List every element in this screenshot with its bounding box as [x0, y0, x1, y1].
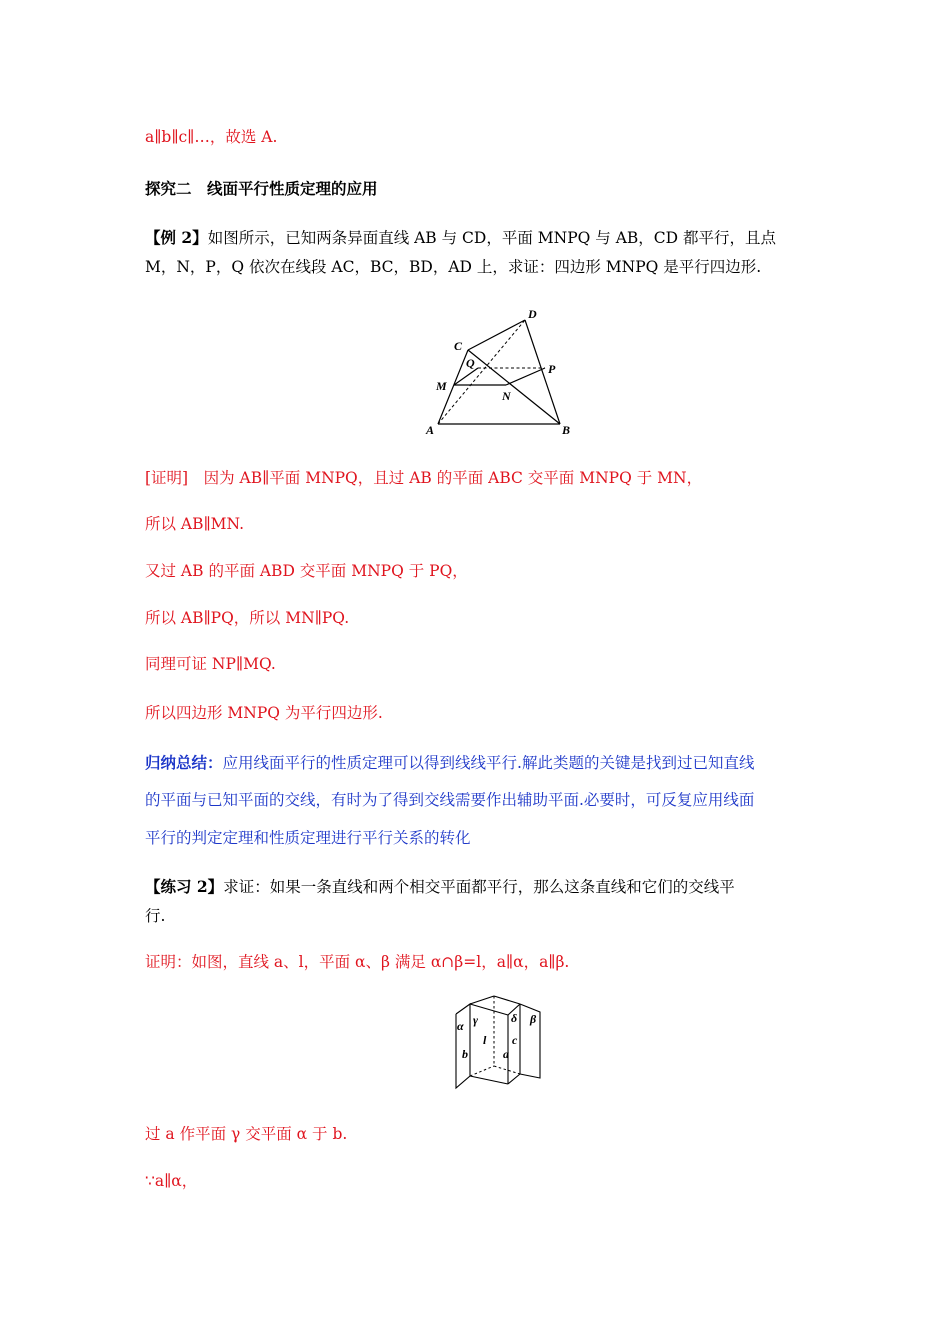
- summary-tag: 归纳总结：: [145, 753, 223, 772]
- delta-bottom-front: [508, 1074, 520, 1084]
- proof-line-4: 所以 AB∥PQ，所以 MN∥PQ.: [145, 609, 350, 627]
- practice-proof-line-2: 过 a 作平面 γ 交平面 α 于 b.: [145, 1125, 348, 1143]
- practice-2-tag: 【练习 2】: [145, 877, 224, 896]
- label-B: B: [562, 423, 571, 437]
- label-c: c: [512, 1033, 518, 1047]
- proof-line-3: 又过 AB 的平面 ABD 交平面 MNPQ 于 PQ，: [145, 562, 468, 580]
- label-M: M: [436, 379, 447, 393]
- label-D: D: [528, 307, 537, 321]
- proof-line-6: 所以四边形 MNPQ 为平行四边形.: [145, 704, 383, 722]
- segment-NP: [506, 368, 545, 385]
- hidden-bottom-right: [494, 1066, 520, 1074]
- label-beta: β: [530, 1012, 537, 1026]
- label-a: a: [503, 1047, 509, 1061]
- practice-2-line-1: [145, 876, 815, 898]
- edge-BC: [468, 350, 560, 424]
- tetrahedron-figure: [418, 300, 583, 440]
- proof-line-2: 所以 AB∥MN.: [145, 515, 245, 533]
- label-gamma: γ: [473, 1013, 478, 1027]
- label-b: b: [462, 1047, 468, 1061]
- planes-figure: [448, 992, 553, 1094]
- summary-line-2: 的平面与已知平面的交线，有时为了得到交线需要作出辅助平面.必要时，可反复应用线面: [145, 791, 755, 809]
- practice-2-text-a: 求证：如果一条直线和两个相交平面都平行，那么这条直线和它们的交线平: [223, 878, 735, 896]
- practice-proof-line-3: ∵a∥α，: [145, 1172, 198, 1190]
- label-Q: Q: [466, 356, 475, 370]
- example-2-text-a: 如图所示，已知两条异面直线 AB 与 CD，平面 MNPQ 与 AB，CD 都平行，且点: [207, 229, 776, 247]
- label-l: l: [483, 1033, 487, 1047]
- edge-CD: [468, 320, 525, 350]
- hidden-bottom-left: [470, 1066, 494, 1076]
- proof-line-1: [证明] 因为 AB∥平面 MNPQ，且过 AB 的平面 ABC 交平面 MNPQ 于 MN，: [145, 469, 703, 487]
- label-C: C: [454, 339, 463, 353]
- summary-text-a: 应用线面平行的性质定理可以得到线线平行.解此类题的关键是找到过已知直线: [222, 754, 755, 772]
- tetrahedron-svg: [418, 300, 583, 440]
- summary-line-1: [145, 752, 815, 774]
- answer-line: a∥b∥c∥…，故选 A.: [145, 128, 278, 146]
- planes-svg: [448, 992, 553, 1094]
- label-P: P: [548, 362, 556, 376]
- example-2-line-2: M，N，P，Q 依次在线段 AC，BC，BD，AD 上，求证：四边形 MNPQ 是平行四边形.: [145, 258, 762, 276]
- label-A: A: [426, 423, 435, 437]
- plane-alpha: [456, 1004, 470, 1088]
- label-N: N: [502, 389, 511, 403]
- example-2-line-1: [145, 227, 815, 249]
- section-heading: 探究二 线面平行性质定理的应用: [145, 179, 378, 198]
- gamma-top-left: [470, 996, 494, 1004]
- practice-proof-line-1: 证明：如图，直线 a、l，平面 α、β 满足 α∩β=l，a∥α，a∥β.: [145, 953, 570, 971]
- edge-AD-hidden: [438, 320, 525, 424]
- proof-line-5: 同理可证 NP∥MQ.: [145, 655, 276, 673]
- label-delta: δ: [511, 1011, 518, 1025]
- example-2-tag: 【例 2】: [145, 228, 208, 247]
- gamma-bottom-front: [470, 1076, 508, 1084]
- label-alpha: α: [457, 1019, 464, 1033]
- delta-top: [494, 996, 520, 1004]
- practice-2-line-2: 行.: [145, 907, 166, 925]
- summary-line-3: 平行的判定定理和性质定理进行平行关系的转化: [145, 829, 471, 847]
